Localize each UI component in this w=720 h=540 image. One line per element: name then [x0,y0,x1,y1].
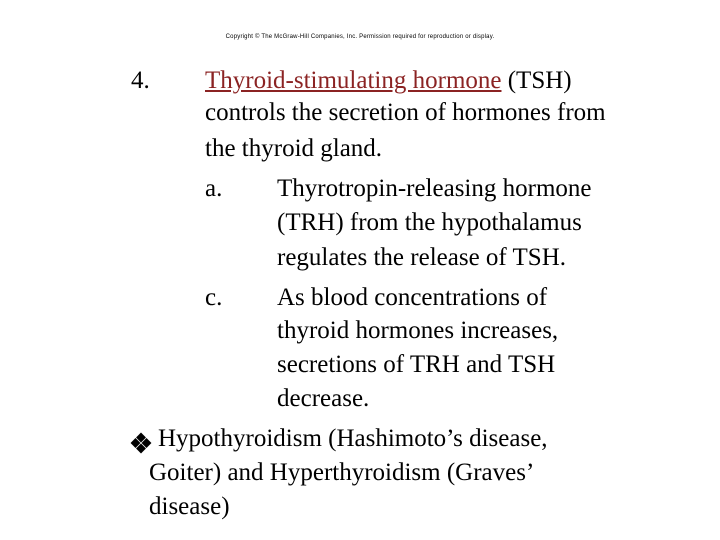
bullet-line-3: disease) [149,493,230,520]
sub-item-c-line-4: decrease. [277,385,370,412]
diamond-bullet-icon [130,432,152,454]
item-intro-line-1 [205,66,695,96]
copyright-notice: Copyright © The McGraw-Hill Companies, Inc. Permission required for reproduction or display. [225,34,495,40]
sub-item-c-marker: c. [205,284,223,311]
sub-item-c-line-3: secretions of TRH and TSH [277,351,556,378]
sub-item-a-line-3: regulates the release of TSH. [277,244,567,271]
sub-item-a-line-1: Thyrotropin-releasing hormone [277,175,592,202]
item-intro-line-1-rest: (TSH) [501,67,572,94]
bullet-line-1: Hypothyroidism (Hashimoto’s disease, [158,425,548,452]
sub-item-c-line-1: As blood concentrations of [277,284,548,311]
item-intro-line-2: controls the secretion of hormones from [205,99,606,126]
sub-item-a-line-2: (TRH) from the hypothalamus [277,209,582,236]
tsh-link[interactable]: Thyroid-stimulating hormone [205,67,502,94]
item-intro-line-3: the thyroid gland. [205,135,383,162]
item-number: 4. [131,67,150,94]
sub-item-a-marker: a. [205,175,223,202]
sub-item-c-line-2: thyroid hormones increases, [277,317,559,344]
bullet-line-2: Goiter) and Hyperthyroidism (Graves’ [149,459,535,486]
